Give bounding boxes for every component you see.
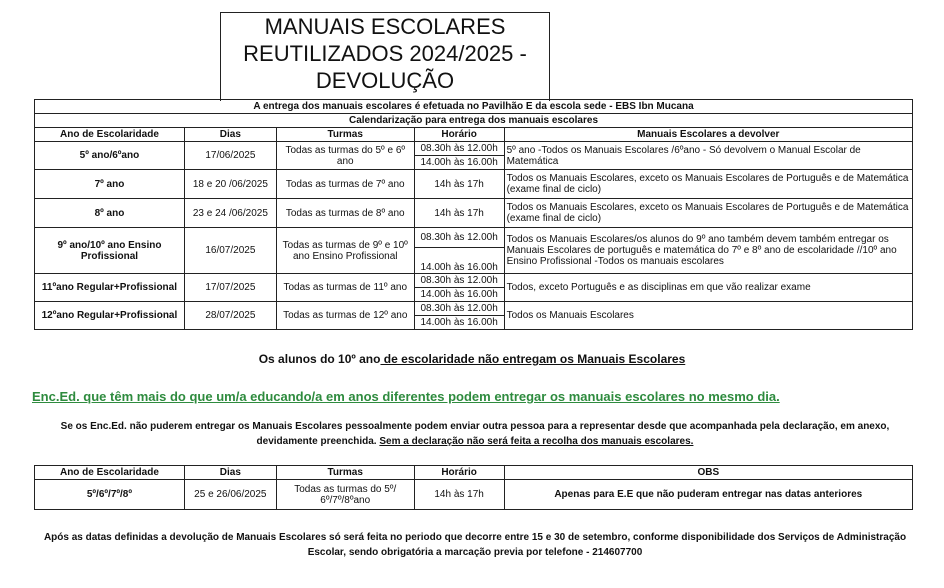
title-line-1: MANUAIS ESCOLARES [264, 14, 506, 39]
cell-dias: 18 e 20 /06/2025 [184, 170, 276, 199]
cell-dias: 23 e 24 /06/2025 [184, 199, 276, 228]
title-line-3: DEVOLUÇÃO [315, 68, 455, 93]
header-dias: Dias [184, 466, 276, 480]
cell-horario: 14.00h às 16.00h [414, 156, 504, 170]
header-manuais: Manuais Escolares a devolver [504, 128, 912, 142]
header-ano: Ano de Escolaridade [35, 466, 185, 480]
note-representative-part1: Se os Enc.Ed. não puderem entregar os Manuais Escolares pessoalmente podem enviar outra pessoa para a representar desde que acompanhada pela declaração, em anexo, devidamente preenchida. [60, 421, 890, 447]
cell-manuais: Todos os Manuais Escolares, exceto os Manuais Escolares de Português e de Matemática (exame final de ciclo) [504, 199, 912, 228]
cell-horario: 14.00h às 16.00h [414, 248, 504, 274]
cell-horario: 08.30h às 12.00h [414, 274, 504, 288]
cell-manuais: 5º ano -Todos os Manuais Escolares /6ºano - Só devolvem o Manual Escolar de Matemática [504, 142, 912, 170]
cell-horario: 14.00h às 16.00h [414, 288, 504, 302]
cell-horario: 14h às 17h [414, 170, 504, 199]
header-turmas: Turmas [276, 466, 414, 480]
table-row [35, 199, 913, 228]
footer-note: Após as datas definidas a devolução de Manuais Escolares só será feita no periodo que decorre entre 15 e 30 de setembro, conforme disponibilidade dos Serviços de Administração Escolar, sendo obrigatória a marcação previa por telefone - 214607700 [43, 532, 907, 558]
cell-dias: 17/07/2025 [184, 274, 276, 302]
cell-manuais: Todos os Manuais Escolares/os alunos do 9º ano também devem também entregar os Manuais Escolares de português e matemática do 7º e 8º ano de escolaridade //10º ano Ensino Profissional -Todos os manuais escolares [504, 228, 912, 274]
header-horario: Horário [414, 466, 504, 480]
cell-turmas: Todas as turmas de 8º ano [276, 199, 414, 228]
cell-dias: 28/07/2025 [184, 302, 276, 330]
cell-ano: 7º ano [35, 170, 185, 199]
cell-turmas: Todas as turmas de 9º e 10º ano Ensino Profissional [276, 228, 414, 274]
cell-turmas: Todas as turmas do 5º/ 6º/7º/8ºano [276, 480, 414, 510]
title-box [220, 12, 550, 101]
cell-ano: 5º/6º/7º/8º [35, 480, 185, 510]
table-row [35, 480, 913, 510]
table-row [35, 302, 913, 316]
schedule-table [34, 99, 913, 330]
banner-calendar: Calendarização para entrega dos manuais escolares [35, 114, 913, 128]
note-10-ano [0, 352, 944, 366]
note-representative [40, 419, 910, 449]
cell-turmas: Todas as turmas de 7º ano [276, 170, 414, 199]
cell-dias: 16/07/2025 [184, 228, 276, 274]
cell-manuais: Todos, exceto Português e as disciplinas em que vão realizar exame [504, 274, 912, 302]
cell-horario: 08.30h às 12.00h [414, 302, 504, 316]
table-row [35, 228, 913, 248]
cell-turmas: Todas as turmas de 12º ano [276, 302, 414, 330]
table-row [35, 142, 913, 156]
cell-ano: 8º ano [35, 199, 185, 228]
title-line-2: REUTILIZADOS 2024/2025 - [243, 41, 527, 66]
note-multiple-students: Enc.Ed. que têm mais do que um/a educando/a em anos diferentes podem entregar os manuais escolares no mesmo dia. [32, 389, 780, 404]
cell-ano: 9º ano/10º ano Ensino Profissional [35, 228, 185, 274]
cell-manuais: Todos os Manuais Escolares [504, 302, 912, 330]
cell-dias: 17/06/2025 [184, 142, 276, 170]
cell-turmas: Todas as turmas do 5º e 6º ano [276, 142, 414, 170]
cell-horario: 14h às 17h [414, 199, 504, 228]
cell-horario: 08.30h às 12.00h [414, 142, 504, 156]
note-10-ano-part2: de escolaridade não entregam os Manuais Escolares [380, 352, 686, 366]
note-representative-part2: Sem a declaração não será feita a recolha dos manuais escolares. [379, 436, 694, 447]
header-turmas: Turmas [276, 128, 414, 142]
cell-horario: 14h às 17h [414, 480, 504, 510]
cell-ano: 5º ano/6ºano [35, 142, 185, 170]
extra-schedule-table [34, 465, 913, 510]
cell-manuais: Todos os Manuais Escolares, exceto os Manuais Escolares de Português e de Matemática (exame final de ciclo) [504, 170, 912, 199]
header-obs: OBS [504, 466, 912, 480]
note-10-ano-part1: Os alunos do 10º ano [258, 352, 381, 366]
cell-dias: 25 e 26/06/2025 [184, 480, 276, 510]
header-horario: Horário [414, 128, 504, 142]
cell-obs: Apenas para E.E que não puderam entregar nas datas anteriores [504, 480, 912, 510]
cell-ano: 12ºano Regular+Profissional [35, 302, 185, 330]
header-ano: Ano de Escolaridade [35, 128, 185, 142]
table-row [35, 274, 913, 288]
banner-location: A entrega dos manuais escolares é efetuada no Pavilhão E da escola sede - EBS Ibn Mucana [35, 100, 913, 114]
cell-turmas: Todas as turmas de 11º ano [276, 274, 414, 302]
cell-horario: 14.00h às 16.00h [414, 316, 504, 330]
table-row [35, 170, 913, 199]
cell-ano: 11ºano Regular+Profissional [35, 274, 185, 302]
cell-horario: 08.30h às 12.00h [414, 228, 504, 248]
header-dias: Dias [184, 128, 276, 142]
